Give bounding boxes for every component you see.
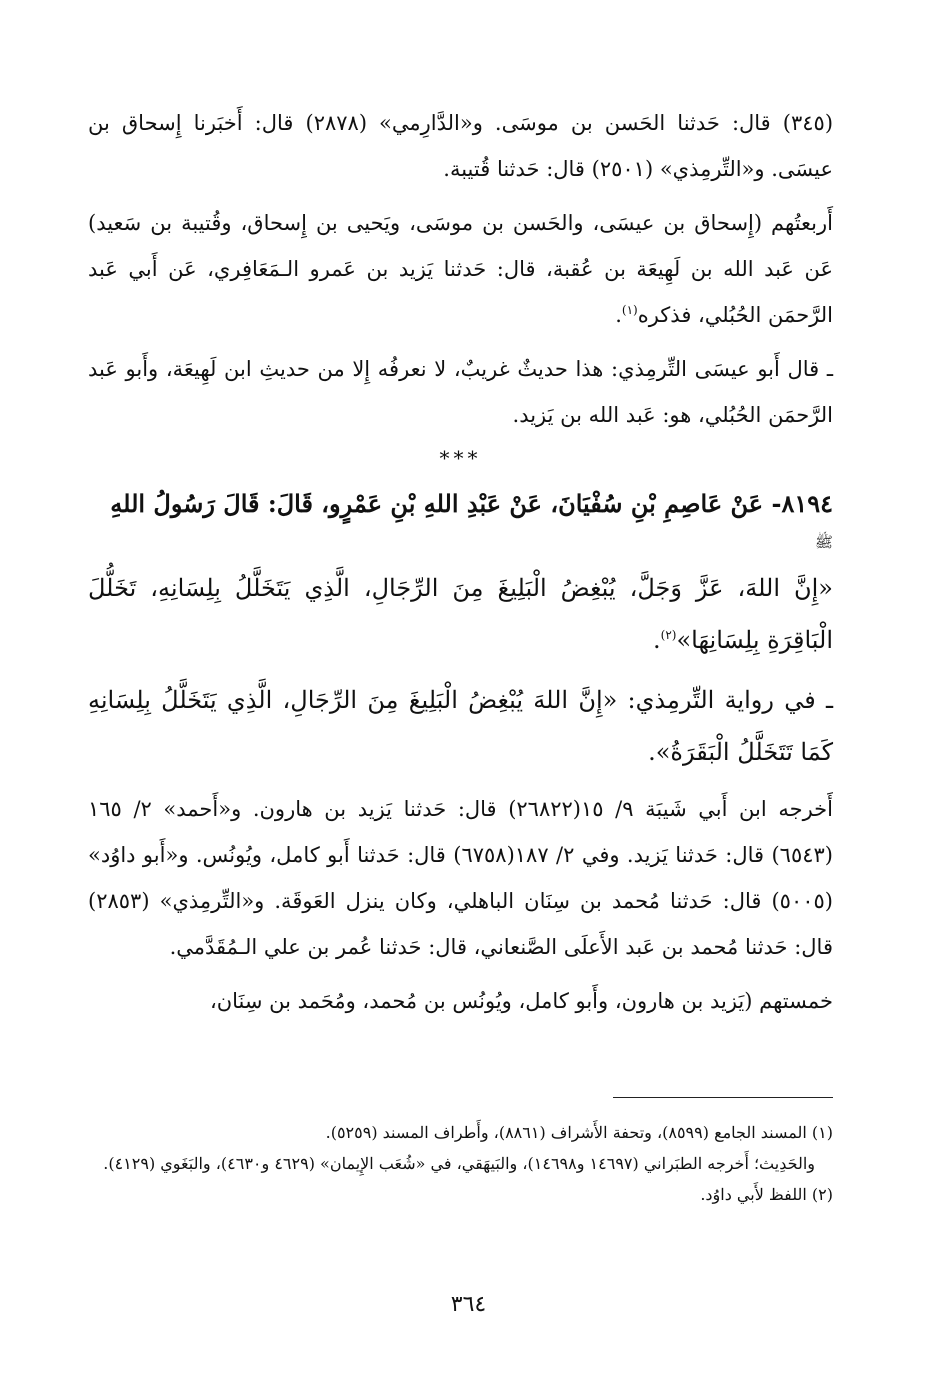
- main-text: [88, 100, 833, 1032]
- footnote-1-continued: والحَدِيث؛ أَخرجه الطبَراني (١٤٦٩٧ و١٤٦٩٨)، والبَيهَقي، في «شُعَب الإِيمان» (٤٦٢٩ و٤٦٣٠)، والبَغَوي (٤١٢٩).: [103, 1154, 815, 1173]
- section-separator: ***: [439, 446, 482, 470]
- tirmidhi-narration: ـ في رواية التِّرمِذي: «إِنَّ اللهَ يُبْغِضُ الْبَلِيغَ مِنَ الرِّجَالِ، الَّذِي يَتَخَلَّلُ بِلِسَانِهِ كَمَا تَتَخَلَّلُ الْبَقَرَةُ».: [88, 686, 833, 766]
- footnotes: [88, 1118, 833, 1211]
- salla-glyph: ﷺ: [814, 533, 833, 551]
- paragraph-khamsatuhum: خمستهم (يَزيد بن هارون، وأَبو كامل، ويُونُس بن مُحمد، ومُحَمد بن سِنَان،: [209, 989, 833, 1013]
- footnote-divider: [613, 1097, 833, 1098]
- footnote-1: (١) المسند الجامع (٨٥٩٩)، وتحفة الأَشراف (٨٨٦١)، وأَطراف المسند (٥٢٥٩).: [325, 1123, 833, 1142]
- page-number: ٣٦٤: [450, 1292, 487, 1317]
- hadith-heading: ٨١٩٤- عَنْ عَاصِمِ بْنِ سُفْيَانَ، عَنْ عَبْدِ اللهِ بْنِ عَمْرٍو، قَالَ: قَالَ رَسُولُ اللهِ: [110, 489, 833, 518]
- footnote-2: (٢) اللفظ لأَبي داوُد.: [700, 1185, 833, 1204]
- paragraph-isnad-2-end: .: [615, 303, 622, 327]
- paragraph-isnad-2-text: أَربعتُهم (إِسحاق بن عيسَى، والحَسن بن موسَى، ويَحيى بن إِسحاق، وقُتيبة بن سَعيد) عَن عَبد الله بن لَهِيعَة بن عُقبة، قال: حَدثنا يَزيد بن عَمرو الـمَعَافِري، عَن أَبي عَبد الرَّحمَن الحُبُلي، فذكره: [88, 211, 833, 327]
- paragraph-isnad-2: [88, 200, 833, 338]
- footnote-ref-2[interactable]: (٢): [660, 628, 677, 642]
- hadith-text-body: «إِنَّ اللهَ، عَزَّ وَجَلَّ، يُبْغِضُ الْبَلِيغَ مِنَ الرِّجَالِ، الَّذِي يَتَخَلَّلُ بِلِسَانِهِ، تَخَلُّلَ الْبَاقِرَةِ بِلِسَانِهَا»: [88, 574, 833, 654]
- hadith-text-end: .: [652, 626, 661, 654]
- paragraph-isnad-1: (٣٤٥) قال: حَدثنا الحَسن بن موسَى. و«الدَّارِمي» (٢٨٧٨) قال: أَخبَرنا إِسحاق بن عيسَى. و«التِّرمِذي» (٢٥٠١) قال: حَدثنا قُتيبة.: [88, 111, 834, 181]
- hadith-text: [88, 562, 833, 666]
- paragraph-tirmidhi-comment: ـ قال أَبو عيسَى التِّرمِذي: هذا حديثٌ غريبٌ، لا نعرفُه إِلا من حديثِ ابن لَهِيعَة، وأَبو عَبد الرَّحمَن الحُبُلي، هو: عَبد الله بن يَزيد.: [88, 357, 833, 427]
- footnote-ref-1[interactable]: (١): [621, 303, 638, 317]
- paragraph-takhrij: أَخرجه ابن أَبي شَيبَة ٩/ ١٥(٢٦٨٢٢) قال: حَدثنا يَزيد بن هارون. و«أَحمد» ٢/ ١٦٥ (٦٥٤٣) قال: حَدثنا يَزيد. وفي ٢/ ١٨٧(٦٧٥٨) قال: حَدثنا أَبو كامل، ويُونُس. و«أَبو داوُد» (٥٠٠٥) قال: حَدثنا مُحمد بن سِنَان الباهلي، وكان ينزل العَوقَة. و«التِّرمِذي» (٢٨٥٣) قال: حَدثنا مُحمد بن عَبد الأَعلَى الصَّنعاني، قال: حَدثنا عُمر بن علي الـمُقَدَّمي.: [88, 797, 833, 959]
